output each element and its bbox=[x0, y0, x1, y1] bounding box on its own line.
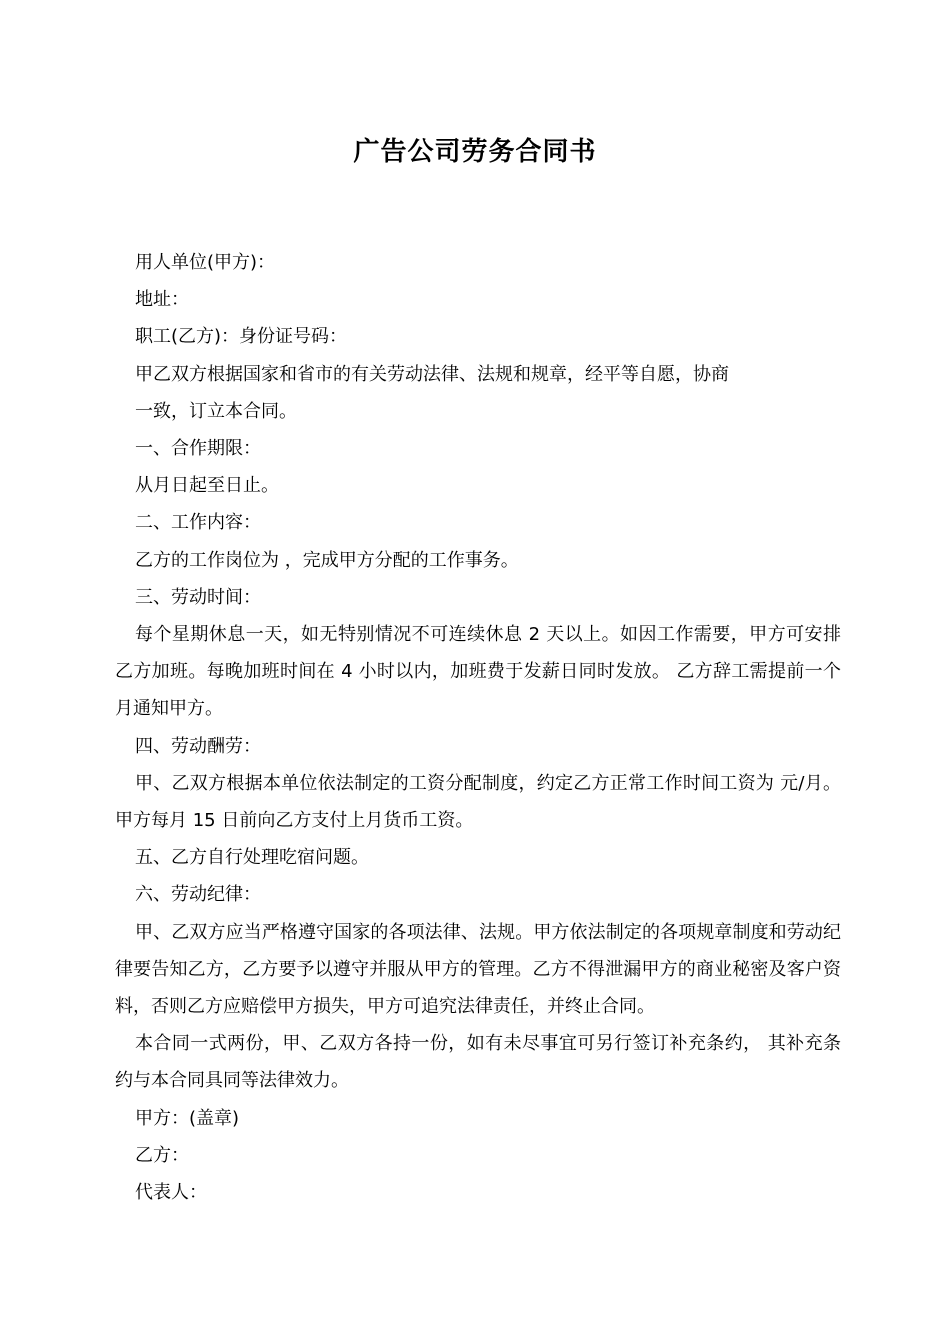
preamble-line-1: 甲乙双方根据国家和省市的有关劳动法律、法规和规章，经平等自愿，协商 bbox=[135, 363, 729, 385]
section-heading-hours: 三、劳动时间： bbox=[135, 586, 261, 608]
page-title: 广告公司劳务合同书 bbox=[353, 137, 597, 167]
board-lodging-line: 五、乙方自行处理吃宿问题。 bbox=[135, 847, 369, 869]
contract-body bbox=[115, 244, 841, 1211]
address-line: 地址： bbox=[135, 289, 189, 311]
section-heading-pay: 四、劳动酬劳： bbox=[135, 735, 261, 757]
section-heading-discipline: 六、劳动纪律： bbox=[135, 884, 261, 906]
signature-party-a: 甲方：(盖章) bbox=[135, 1107, 240, 1129]
work-hours-paragraph: 每个星期休息一天，如无特别情况不可连续休息 2 天以上。如因工作需要，甲方可安排乙方加班。每晚加班时间在 4 小时以内，加班费于发薪日同时发放。 乙方辞工需提前一个月通知甲方。 bbox=[115, 624, 841, 720]
section-heading-term: 一、合作期限： bbox=[135, 438, 261, 460]
preamble-line-2: 一致，订立本合同。 bbox=[135, 400, 297, 422]
employer-line: 用人单位(甲方)： bbox=[135, 252, 276, 273]
signature-party-b: 乙方： bbox=[135, 1144, 189, 1166]
work-content-line: 乙方的工作岗位为 ，完成甲方分配的工作事务。 bbox=[135, 549, 519, 571]
employee-id-line: 职工(乙方)：身份证号码： bbox=[135, 326, 348, 348]
term-line: 从月日起至日止。 bbox=[135, 475, 279, 497]
pay-paragraph: 甲、乙双方根据本单位依法制定的工资分配制度，约定乙方正常工作时间工资为 元/月。甲方每月 15 日前向乙方支付上月货币工资。 bbox=[115, 772, 841, 832]
discipline-paragraph: 甲、乙双方应当严格遵守国家的各项法律、法规。甲方依法制定的各项规章制度和劳动纪律要告知乙方，乙方要予以遵守并服从甲方的管理。乙方不得泄漏甲方的商业秘密及客户资料，否则乙方应赔偿甲方损失，甲方可追究法律责任，并终止合同。 bbox=[115, 921, 841, 1018]
section-heading-work: 二、工作内容： bbox=[135, 512, 261, 534]
copies-paragraph: 本合同一式两份，甲、乙双方各持一份，如有未尽事宜可另行签订补充条约， 其补充条约与本合同具同等法律效力。 bbox=[115, 1033, 841, 1092]
signature-representative: 代表人： bbox=[135, 1182, 207, 1204]
